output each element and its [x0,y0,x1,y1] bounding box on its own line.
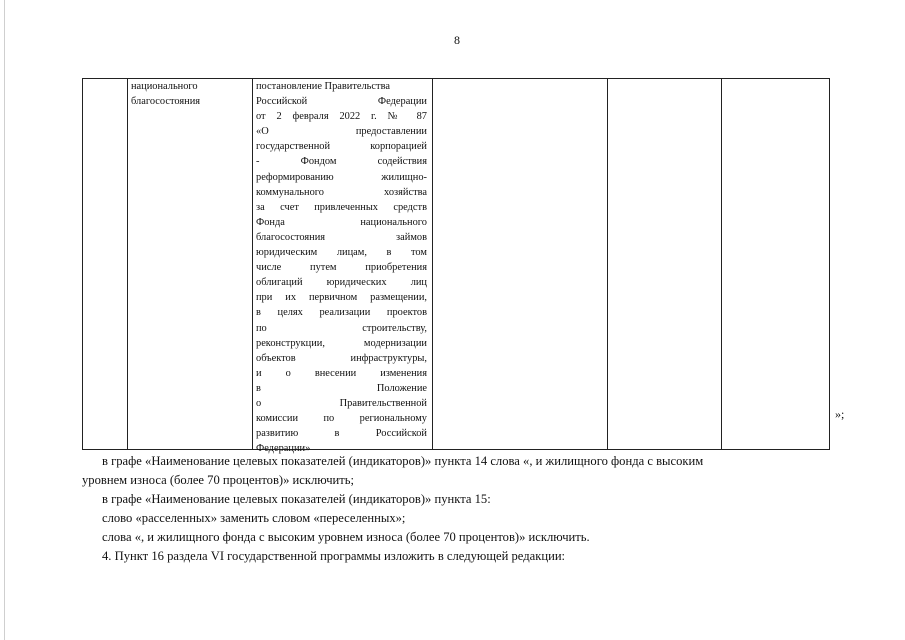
legal-act-line: Фонда национального [256,216,427,228]
legal-act-line: реформированию жилищно- [256,171,427,183]
closing-quote: »; [835,407,845,421]
paragraph-exclude-words: слова «, и жилищного фонда с высоким уровнем износа (более 70 процентов)» исключить. [102,530,590,544]
legal-act-line: при их первичном размещении, [256,292,427,304]
table-cell-legal-act [256,79,427,456]
legal-act-line: реконструкции, модернизации [256,337,427,349]
legal-act-line: комиссии по региональному [256,413,427,425]
legal-act-line: и о внесении изменения [256,367,427,379]
table-column-divider [252,79,253,449]
legal-act-line: облигаций юридических лиц [256,277,427,289]
paragraph-item-14-continued: уровнем износа (более 70 процентов)» исключить; [82,473,355,487]
legal-act-line: в Положение [256,382,427,394]
paragraph-item-14: в графе «Наименование целевых показателей (индикаторов)» пункта 14 слова «, и жилищного фонда с высоким [102,454,704,468]
page-number: 8 [454,33,460,47]
legal-act-line: постановление Правительства [256,81,390,92]
legal-act-line: за счет привлеченных средств [256,201,427,213]
legal-act-line: - Фондом содействия [256,156,427,168]
paragraph-replace-word: слово «расселенных» заменить словом «переселенных»; [102,511,406,525]
legal-act-line: Российской Федерации [256,96,427,108]
scan-margin-line [4,0,5,640]
legal-act-line: развитию в Российской [256,428,427,440]
table-column-divider [127,79,128,449]
table-column-divider [607,79,608,449]
legal-act-line: о Правительственной [256,397,427,409]
table-column-divider [721,79,722,449]
legal-act-line: объектов инфраструктуры, [256,352,427,364]
legal-act-line: «О предоставлении [256,126,427,138]
table-column-divider [432,79,433,449]
paragraph-point-4: 4. Пункт 16 раздела VI государственной программы изложить в следующей редакции: [102,549,566,563]
legal-act-line: от 2 февраля 2022 г. № 87 [256,111,427,123]
legal-act-line: числе путем приобретения [256,262,427,274]
table [82,78,830,455]
legal-act-line: государственной корпорацией [256,141,427,153]
table-cell-fund-name: национального благосостояния [131,81,201,108]
legal-act-line: в целях реализации проектов [256,307,427,319]
legal-act-line: коммунального хозяйства [256,186,427,198]
legal-act-line: Федерации» [256,443,311,455]
legal-act-line: юридическим лицам, в том [256,247,427,259]
legal-act-line: по строительству, [256,322,427,334]
paragraph-item-15: в графе «Наименование целевых показателей (индикаторов)» пункта 15: [102,492,491,506]
legal-act-line: благосостояния займов [256,231,427,243]
